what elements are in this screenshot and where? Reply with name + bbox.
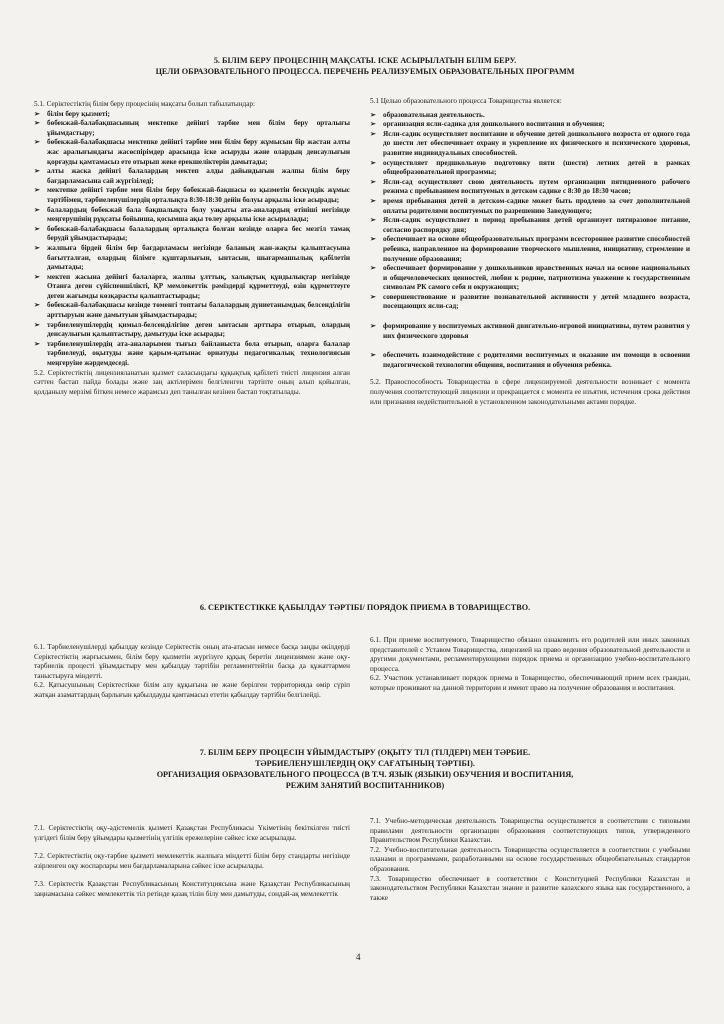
list-item: ➢ организация ясли-садика для дошкольного воспитания и обучения; (370, 120, 690, 130)
list-item: ➢ мектеп жасына дейінгі балаларға, жалпы ұлттық, халықтық құндылықтар негізінде Отанға деген сүйіспеншілікті, ҚР мемлекеттік рәміздерді құрметтеуді, өзін құрметтеуге деген жағымды көзқарасты қалыптастырады; (34, 273, 350, 302)
list-item: ➢ білім беру қызметі; (34, 110, 350, 120)
section-7-title-line-2: ТӘРБИЕЛЕНУШІЛЕРДІҢ ОҚУ САҒАТЫНЫҢ ТӘРТІБІ). (255, 759, 475, 768)
ru-5-2-paragraph: 5.2. Правоспособность Товарищества в сфере лицензируемой деятельности возникает с момента получения соответствующей лицензии и прекращается с момента ее изъятия, истечения срока действия или признания недействительной в установленном законодательными актами порядке. (370, 378, 690, 406)
section-7-kz-column (34, 824, 350, 900)
list-item: ➢ бөбекжай-балабақшасы кезінде төменгі топтағы балалардың дүниетанымдық белсенділігін арттыруын және дамытуын ұйымдастырады; (34, 301, 350, 320)
list-item: ➢ образовательная деятельность. (370, 111, 690, 121)
section-7-ru-column (370, 817, 690, 903)
section-6-ru-column (370, 636, 690, 694)
list-item: ➢ осуществляет предшкольную подготовку пяти (шести) летних детей в рамках общеобразовательной программы; (370, 159, 690, 178)
section-5-kz-column (34, 100, 350, 397)
list-item: ➢ Ясли-сад осуществляет свою деятельность путем организации пятидневного рабочего режима с пребыванием воспитуемых в детском садике с 8:30 до 18:30 часов; (370, 178, 690, 197)
list-item: ➢ обеспечивает формирование у дошкольников нравственных начал на основе национальных и общечеловеческих ценностей, любви к родине, патриотизма уважение к государственным символам РК самого себя и окружающих; (370, 264, 690, 293)
list-item: ➢ бөбекжай-балабақшасының мектепке дейінгі тәрбие мен білім беру орталығы ұйымдастыру; (34, 119, 350, 138)
ru-5-1-intro: 5.1 Целью образовательного процесса Товарищества является: (370, 97, 562, 105)
list-item: ➢ мектепке дейінгі тәрбие мен білім беру бөбекжай-бақшасы өз қызметін бескүндік жұмыс тәртібімен, тәрбиеленушілердің орталықта 8:30-18:30 дейін болуы арқылы іске асырады; (34, 186, 350, 205)
section-5-title-ru: ЦЕЛИ ОБРАЗОВАТЕЛЬНОГО ПРОЦЕССА. ПЕРЕЧЕНЬ РЕАЛИЗУЕМЫХ ОБРАЗОВАТЕЛЬНЫХ ПРОГРАММ (155, 67, 575, 76)
section-6-kz-column (34, 643, 350, 701)
kz-5-2-paragraph: 5.2. Серіктестіктің лицензияланатын қызмет саласындағы құқықтық қабілеті тиісті лицензия алған сәттен бастап пайда болады және заң актілерімен белгіленген тәртіпте оның алып қойылған, қолданылу мерзімі біткен немесе жарамсыз деп танылған кезінен бастап тоқтатылады. (34, 368, 350, 396)
ru-goals-list (370, 111, 690, 371)
kz-7-3-paragraph: 7.3. Серіктестік Қазақстан Республикасының Конституциясына және Қазақстан Республикасының заңнамасына сәйкес мемлекеттік тіл ретінде қазақ тілін білу мен дамытуды, сондай-ақ мемлекеттік (34, 880, 350, 898)
section-5-ru-column (370, 97, 690, 407)
section-7-title-line-4: РЕЖИМ ЗАНЯТИЙ ВОСПИТАННИКОВ) (285, 781, 445, 790)
kz-6-1-paragraph: 6.1. Тәрбиеленушілерді қабылдау кезінде Серіктестік оның ата-атасын немесе басқа заңды өкілдерді Серіктестіктің жарғысымен, білім беру қызметін жүргізуге құқық беретін лицензиямен және оқу-тәрбиелік процесті ұйымдастыру мен қабылдау тәртібін регламенттейтін басқа да құжаттармен таныстыруға міндетті. (34, 643, 350, 680)
list-item: ➢ обеспечить взаимодействие с родителями воспитуемых и оказание им помощи в освоении педагогической технологии общения, воспитания и обучения ребенка. (370, 351, 690, 370)
list-item: ➢ алты жаска дейінгі балалардың мектеп алды дайындығын жалпы білім беру бағдарламасына сай жүргізіледі; (34, 167, 350, 186)
list-item: ➢ время пребывания детей в детском-садике может быть продлено за счет дополнительной оплаты родителями воспитуемых по разрешению Заведующего; (370, 197, 690, 216)
list-item: ➢ жалпыға бірдей білім бер бағдарламасы негізінде баланың жан-жақты қалыптасуына бағытталған, олардың білімге құштарлығын, ынтасын, шығармашылық қабілетін дамытады; (34, 244, 350, 273)
section-7-title-line-1: 7. БІЛІМ БЕРУ ПРОЦЕСІН ҰЙЫМДАСТЫРУ (ОҚЫТУ ТІЛ (ТІЛДЕРІ) МЕН ТӘРБИЕ. (199, 748, 531, 757)
ru-7-3-paragraph: 7.3. Товарищество обеспечивает в соответствии с Конституцией Республики Казахстан и законодательством Республики Казахстан знание и развитие казахского языка как государственного, а также (370, 874, 690, 902)
ru-6-2-paragraph: 6.2. Участник устанавливает порядок приема в Товарищество, обеспечивающий прием всех граждан, которые проживают на данной территории и имеют право на получение образования и воспитания. (370, 674, 690, 692)
kz-goals-list (34, 110, 350, 369)
section-6-title: 6. СЕРІКТЕСТІККЕ ҚАБЫЛДАУ ТӘРТІБІ/ ПОРЯДОК ПРИЕМА В ТОВАРИЩЕСТВО. (199, 603, 531, 612)
list-item: ➢ Ясли-садик осуществляет в период пребывания детей организует пятиразовое питание, согласно распорядку дня; (370, 216, 690, 235)
list-item: ➢ обеспечивает на основе общеобразовательных программ всестороннее развитие способностей ребенка, направленное на формирование творческого мышления, инициативу, стремление и получение образования; (370, 235, 690, 264)
list-item: ➢ тәрбиеленушілердің ата-аналарымен тығыз байланыста бола отырып, оларға балалар тәрбиелеуді, оқытуды және қарым-қатынас орнатуды педагогикалық технологиясын меңгеруіне жәрдемдеседі. (34, 340, 350, 369)
list-item: ➢ балалардың бөбекжай бала бақшалықта болу уақыты ата-аналардың өтініші негізінде меңгерушінің рұқсаты бойынша, қосымша ақы төлеу арқылы іске асырылады; (34, 206, 350, 225)
kz-7-2-paragraph: 7.2. Серіктестіктің оқу-тәрбие қызметі мемлекеттік жалпыға міндетті білім беру стандарты негізінде әзірленген оқу жоспарлары мен бағдарламаларына сәйкес іске асырылады. (34, 852, 350, 870)
kz-5-1-intro: 5.1. Серіктестіктің білім беру процесінің мақсаты болып табылатындар: (34, 100, 255, 108)
section-5-title-kz: 5. БІЛІМ БЕРУ ПРОЦЕСІНІҢ МАҚСАТЫ. ІСКЕ АСЫРЫЛАТЫН БІЛІМ БЕРУ. (213, 56, 517, 65)
list-item: ➢ тәрбиеленушілердің қимыл-белсенділігіне деген ынтасын арттыра отырып, олардың денсаулығын қалыптастыру, дамытуды іске асырады; (34, 321, 350, 340)
list-item: ➢ Ясли-садик осуществляет воспитание и обучение детей дошкольного возроста от одного года до шести лет обеспечивает охрану и укрепление их физического и психического здоровья, развитие индивидуальных способностей. (370, 130, 690, 159)
ru-6-1-paragraph: 6.1. При приеме воспитуемого, Товарищество обязано ознакомить его родителей или иных законных представителей с Уставом Товарищества, лицензией на право ведения образовательной деятельности и другими документами, регламентирующими порядок приема и организацию учебно-воспитательного процесса. (370, 636, 690, 673)
page-number: 4 (356, 952, 361, 962)
list-item: ➢ бөбекжай-балабақшасы мектепке дейінгі тәрбие мен білім беру жұмысын бір жастан алты жас аралығындағы жасөспірімдер арасында іске асыруды және олардың денсаулығын қорғауды қамтамасыз ете отырып жеке ерекшеліктерін дамытады; (34, 138, 350, 167)
list-item: ➢ совершенствование и развитие познавательной активности у детей младшего возраста, посещающих ясли-сад; (370, 293, 690, 312)
kz-6-2-paragraph: 6.2. Қатысушының Серіктестікке білім алу құқығына ие және берілген территорияда өмір сүріп жатқан азаматтардың барлығын қабылдауды қамтамасыз ететін қабылдау тәртібін белгілейді. (34, 681, 350, 699)
ru-7-2-paragraph: 7.2. Учебно-воспитательная деятельность Товарищества осуществляется в соответствии с учебными планами и программами, разработанными на основе государственных общеобязательных стандартов образования. (370, 845, 690, 873)
ru-7-1-paragraph: 7.1. Учебно-методическая деятельность Товарищества осуществляется в соответствии с типовыми правилами деятельности организации образования соответствующих типов, утвержденного Правительством Республики Казахстан. (370, 817, 690, 845)
list-item: ➢ бөбекжай-балабақшасы балалардың орталықта болған кезінде оларға бес мезгіл тамақ берудй ұйымдастырады; (34, 225, 350, 244)
list-item: ➢ формирование у воспитуемых активной двигательно-игровой инициативы, путем развития у них физического здоровья (370, 322, 690, 341)
section-7-title-line-3: ОРГАНИЗАЦИЯ ОБРАЗОВАТЕЛЬНОГО ПРОЦЕССА (В Т.Ч. ЯЗЫК (ЯЗЫКИ) ОБУЧЕНИЯ И ВОСПИТАНИЯ, (156, 770, 574, 779)
kz-7-1-paragraph: 7.1. Серіктестіктің оқу-әдістемелік қызметі Қазақстан Республикасы Үкіметінің бекіткілген тиісті үлгідегі білім беру ұйымдары қызметінің үлгілік ережелеріне сәйкес іске асырылады. (34, 824, 350, 842)
